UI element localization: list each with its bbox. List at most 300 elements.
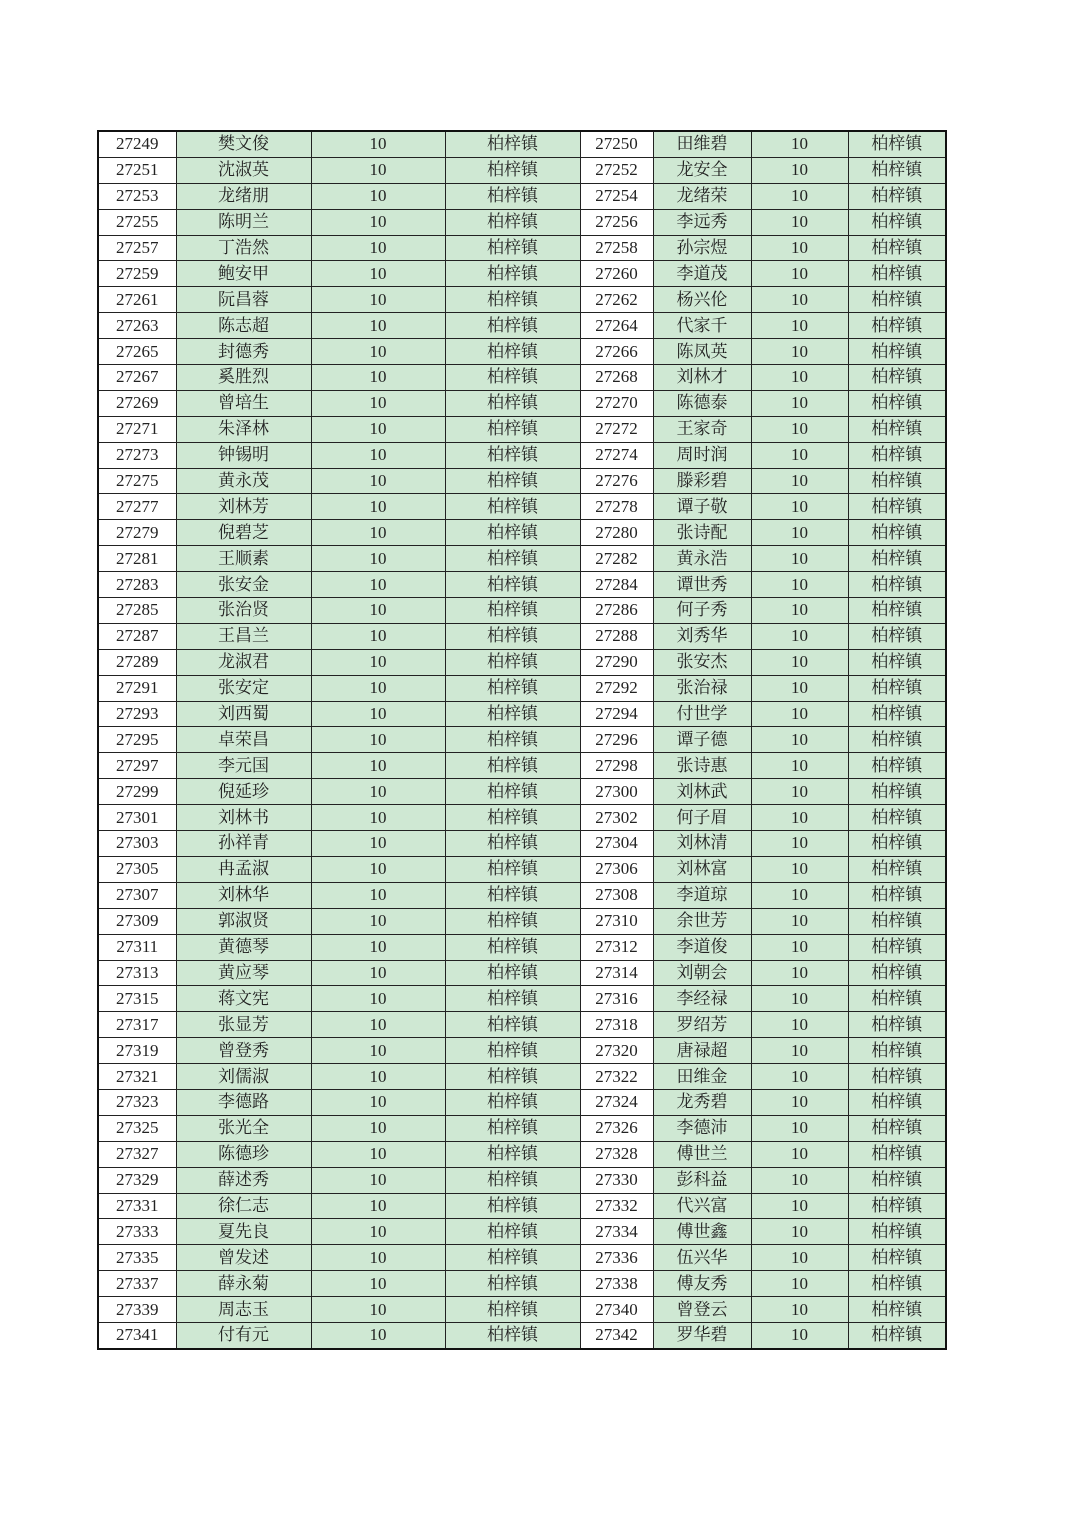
town-cell: 柏梓镇 — [445, 1064, 580, 1090]
name-cell: 曾登云 — [653, 1297, 751, 1323]
table-row — [98, 1297, 946, 1323]
id-cell: 27304 — [580, 831, 653, 857]
town-cell: 柏梓镇 — [445, 934, 580, 960]
name-cell: 阮昌蓉 — [176, 287, 311, 313]
id-cell: 27322 — [580, 1064, 653, 1090]
id-cell: 27284 — [580, 572, 653, 598]
amount-cell: 10 — [751, 365, 848, 391]
amount-cell: 10 — [311, 623, 445, 649]
amount-cell: 10 — [311, 753, 445, 779]
amount-cell: 10 — [751, 442, 848, 468]
town-cell: 柏梓镇 — [848, 416, 946, 442]
id-cell: 27273 — [98, 442, 176, 468]
name-cell: 张显芳 — [176, 1012, 311, 1038]
id-cell: 27340 — [580, 1297, 653, 1323]
id-cell: 27281 — [98, 546, 176, 572]
town-cell: 柏梓镇 — [848, 1141, 946, 1167]
name-cell: 滕彩碧 — [653, 468, 751, 494]
id-cell: 27291 — [98, 675, 176, 701]
name-cell: 杨兴伦 — [653, 287, 751, 313]
name-cell: 刘西蜀 — [176, 701, 311, 727]
town-cell: 柏梓镇 — [848, 1193, 946, 1219]
town-cell: 柏梓镇 — [848, 675, 946, 701]
table-body — [98, 131, 946, 1349]
town-cell: 柏梓镇 — [445, 131, 580, 157]
town-cell: 柏梓镇 — [445, 908, 580, 934]
town-cell: 柏梓镇 — [445, 1038, 580, 1064]
amount-cell: 10 — [751, 1245, 848, 1271]
town-cell: 柏梓镇 — [848, 235, 946, 261]
amount-cell: 10 — [311, 1115, 445, 1141]
amount-cell: 10 — [311, 1038, 445, 1064]
name-cell: 周时润 — [653, 442, 751, 468]
id-cell: 27275 — [98, 468, 176, 494]
id-cell: 27302 — [580, 805, 653, 831]
town-cell: 柏梓镇 — [848, 468, 946, 494]
name-cell: 沈淑英 — [176, 157, 311, 183]
id-cell: 27282 — [580, 546, 653, 572]
amount-cell: 10 — [311, 313, 445, 339]
table-row — [98, 779, 946, 805]
town-cell: 柏梓镇 — [848, 649, 946, 675]
town-cell: 柏梓镇 — [848, 882, 946, 908]
town-cell: 柏梓镇 — [445, 1322, 580, 1348]
name-cell: 龙绪朋 — [176, 183, 311, 209]
table-row — [98, 287, 946, 313]
name-cell: 陈志超 — [176, 313, 311, 339]
table-row — [98, 546, 946, 572]
id-cell: 27263 — [98, 313, 176, 339]
table-row — [98, 1219, 946, 1245]
amount-cell: 10 — [311, 520, 445, 546]
amount-cell: 10 — [751, 546, 848, 572]
amount-cell: 10 — [751, 701, 848, 727]
town-cell: 柏梓镇 — [848, 727, 946, 753]
town-cell: 柏梓镇 — [445, 805, 580, 831]
id-cell: 27318 — [580, 1012, 653, 1038]
table-row — [98, 494, 946, 520]
id-cell: 27283 — [98, 572, 176, 598]
table-row — [98, 727, 946, 753]
name-cell: 伍兴华 — [653, 1245, 751, 1271]
town-cell: 柏梓镇 — [445, 313, 580, 339]
id-cell: 27280 — [580, 520, 653, 546]
id-cell: 27316 — [580, 986, 653, 1012]
amount-cell: 10 — [751, 753, 848, 779]
name-cell: 傅世兰 — [653, 1141, 751, 1167]
amount-cell: 10 — [311, 287, 445, 313]
name-cell: 徐仁志 — [176, 1193, 311, 1219]
town-cell: 柏梓镇 — [445, 675, 580, 701]
amount-cell: 10 — [311, 1193, 445, 1219]
amount-cell: 10 — [751, 727, 848, 753]
id-cell: 27335 — [98, 1245, 176, 1271]
amount-cell: 10 — [751, 1322, 848, 1348]
amount-cell: 10 — [751, 416, 848, 442]
id-cell: 27276 — [580, 468, 653, 494]
name-cell: 刘林芳 — [176, 494, 311, 520]
amount-cell: 10 — [311, 908, 445, 934]
table-row — [98, 753, 946, 779]
table-row — [98, 1141, 946, 1167]
amount-cell: 10 — [751, 831, 848, 857]
town-cell: 柏梓镇 — [445, 209, 580, 235]
name-cell: 周志玉 — [176, 1297, 311, 1323]
table-row — [98, 313, 946, 339]
name-cell: 李远秀 — [653, 209, 751, 235]
id-cell: 27251 — [98, 157, 176, 183]
town-cell: 柏梓镇 — [445, 1167, 580, 1193]
table-row — [98, 339, 946, 365]
town-cell: 柏梓镇 — [445, 157, 580, 183]
amount-cell: 10 — [751, 520, 848, 546]
town-cell: 柏梓镇 — [445, 572, 580, 598]
amount-cell: 10 — [311, 1141, 445, 1167]
amount-cell: 10 — [311, 546, 445, 572]
id-cell: 27320 — [580, 1038, 653, 1064]
id-cell: 27307 — [98, 882, 176, 908]
id-cell: 27297 — [98, 753, 176, 779]
name-cell: 刘林武 — [653, 779, 751, 805]
id-cell: 27324 — [580, 1089, 653, 1115]
id-cell: 27265 — [98, 339, 176, 365]
town-cell: 柏梓镇 — [848, 908, 946, 934]
id-cell: 27255 — [98, 209, 176, 235]
town-cell: 柏梓镇 — [848, 1297, 946, 1323]
id-cell: 27249 — [98, 131, 176, 157]
amount-cell: 10 — [751, 1297, 848, 1323]
amount-cell: 10 — [311, 390, 445, 416]
name-cell: 张安定 — [176, 675, 311, 701]
amount-cell: 10 — [751, 1089, 848, 1115]
town-cell: 柏梓镇 — [445, 960, 580, 986]
name-cell: 奚胜烈 — [176, 365, 311, 391]
amount-cell: 10 — [751, 986, 848, 1012]
id-cell: 27288 — [580, 623, 653, 649]
name-cell: 刘秀华 — [653, 623, 751, 649]
id-cell: 27305 — [98, 856, 176, 882]
town-cell: 柏梓镇 — [848, 520, 946, 546]
amount-cell: 10 — [311, 805, 445, 831]
amount-cell: 10 — [751, 131, 848, 157]
amount-cell: 10 — [311, 209, 445, 235]
town-cell: 柏梓镇 — [848, 1322, 946, 1348]
name-cell: 薛永菊 — [176, 1271, 311, 1297]
name-cell: 傅世鑫 — [653, 1219, 751, 1245]
id-cell: 27266 — [580, 339, 653, 365]
town-cell: 柏梓镇 — [848, 339, 946, 365]
town-cell: 柏梓镇 — [848, 131, 946, 157]
id-cell: 27333 — [98, 1219, 176, 1245]
amount-cell: 10 — [311, 831, 445, 857]
id-cell: 27326 — [580, 1115, 653, 1141]
name-cell: 倪延珍 — [176, 779, 311, 805]
name-cell: 代兴富 — [653, 1193, 751, 1219]
amount-cell: 10 — [751, 209, 848, 235]
id-cell: 27339 — [98, 1297, 176, 1323]
name-cell: 代家千 — [653, 313, 751, 339]
id-cell: 27268 — [580, 365, 653, 391]
table-row — [98, 183, 946, 209]
id-cell: 27285 — [98, 598, 176, 624]
id-cell: 27300 — [580, 779, 653, 805]
town-cell: 柏梓镇 — [848, 261, 946, 287]
name-cell: 刘林书 — [176, 805, 311, 831]
id-cell: 27250 — [580, 131, 653, 157]
town-cell: 柏梓镇 — [848, 313, 946, 339]
amount-cell: 10 — [311, 494, 445, 520]
id-cell: 27292 — [580, 675, 653, 701]
name-cell: 付有元 — [176, 1322, 311, 1348]
table-row — [98, 261, 946, 287]
name-cell: 黄永茂 — [176, 468, 311, 494]
amount-cell: 10 — [311, 1297, 445, 1323]
id-cell: 27327 — [98, 1141, 176, 1167]
town-cell: 柏梓镇 — [848, 1089, 946, 1115]
town-cell: 柏梓镇 — [848, 960, 946, 986]
table-row — [98, 209, 946, 235]
amount-cell: 10 — [311, 856, 445, 882]
amount-cell: 10 — [751, 856, 848, 882]
amount-cell: 10 — [311, 1271, 445, 1297]
name-cell: 李经禄 — [653, 986, 751, 1012]
id-cell: 27267 — [98, 365, 176, 391]
amount-cell: 10 — [751, 157, 848, 183]
town-cell: 柏梓镇 — [445, 1245, 580, 1271]
town-cell: 柏梓镇 — [848, 779, 946, 805]
amount-cell: 10 — [751, 572, 848, 598]
amount-cell: 10 — [751, 390, 848, 416]
id-cell: 27258 — [580, 235, 653, 261]
name-cell: 张治禄 — [653, 675, 751, 701]
town-cell: 柏梓镇 — [848, 494, 946, 520]
name-cell: 王家奇 — [653, 416, 751, 442]
table-row — [98, 520, 946, 546]
town-cell: 柏梓镇 — [848, 546, 946, 572]
town-cell: 柏梓镇 — [445, 623, 580, 649]
amount-cell: 10 — [751, 339, 848, 365]
name-cell: 张安金 — [176, 572, 311, 598]
name-cell: 刘林才 — [653, 365, 751, 391]
amount-cell: 10 — [311, 779, 445, 805]
id-cell: 27272 — [580, 416, 653, 442]
table-row — [98, 1322, 946, 1348]
town-cell: 柏梓镇 — [848, 183, 946, 209]
name-cell: 龙绪荣 — [653, 183, 751, 209]
name-cell: 郭淑贤 — [176, 908, 311, 934]
table-row — [98, 675, 946, 701]
table-row — [98, 649, 946, 675]
town-cell: 柏梓镇 — [848, 986, 946, 1012]
id-cell: 27329 — [98, 1167, 176, 1193]
town-cell: 柏梓镇 — [445, 183, 580, 209]
name-cell: 陈明兰 — [176, 209, 311, 235]
town-cell: 柏梓镇 — [445, 390, 580, 416]
name-cell: 罗华碧 — [653, 1322, 751, 1348]
name-cell: 刘林富 — [653, 856, 751, 882]
table-row — [98, 442, 946, 468]
town-cell: 柏梓镇 — [445, 235, 580, 261]
amount-cell: 10 — [311, 468, 445, 494]
id-cell: 27299 — [98, 779, 176, 805]
name-cell: 张安杰 — [653, 649, 751, 675]
amount-cell: 10 — [751, 882, 848, 908]
id-cell: 27269 — [98, 390, 176, 416]
name-cell: 谭子德 — [653, 727, 751, 753]
town-cell: 柏梓镇 — [848, 1271, 946, 1297]
table-row — [98, 157, 946, 183]
town-cell: 柏梓镇 — [848, 1115, 946, 1141]
amount-cell: 10 — [751, 1193, 848, 1219]
amount-cell: 10 — [751, 313, 848, 339]
id-cell: 27256 — [580, 209, 653, 235]
town-cell: 柏梓镇 — [445, 598, 580, 624]
name-cell: 李德路 — [176, 1089, 311, 1115]
name-cell: 龙秀碧 — [653, 1089, 751, 1115]
name-cell: 刘朝会 — [653, 960, 751, 986]
town-cell: 柏梓镇 — [848, 1219, 946, 1245]
town-cell: 柏梓镇 — [848, 598, 946, 624]
town-cell: 柏梓镇 — [445, 287, 580, 313]
id-cell: 27317 — [98, 1012, 176, 1038]
amount-cell: 10 — [311, 934, 445, 960]
amount-cell: 10 — [311, 339, 445, 365]
town-cell: 柏梓镇 — [445, 546, 580, 572]
name-cell: 孙宗煜 — [653, 235, 751, 261]
town-cell: 柏梓镇 — [445, 753, 580, 779]
table-row — [98, 1115, 946, 1141]
town-cell: 柏梓镇 — [848, 1245, 946, 1271]
id-cell: 27290 — [580, 649, 653, 675]
amount-cell: 10 — [751, 1064, 848, 1090]
table-row — [98, 365, 946, 391]
amount-cell: 10 — [751, 934, 848, 960]
name-cell: 陈凤英 — [653, 339, 751, 365]
name-cell: 曾发述 — [176, 1245, 311, 1271]
name-cell: 鲍安甲 — [176, 261, 311, 287]
town-cell: 柏梓镇 — [445, 831, 580, 857]
id-cell: 27313 — [98, 960, 176, 986]
name-cell: 孙祥青 — [176, 831, 311, 857]
table-row — [98, 1012, 946, 1038]
amount-cell: 10 — [751, 1271, 848, 1297]
table-row — [98, 1167, 946, 1193]
amount-cell: 10 — [311, 572, 445, 598]
amount-cell: 10 — [311, 1089, 445, 1115]
name-cell: 陈德泰 — [653, 390, 751, 416]
id-cell: 27274 — [580, 442, 653, 468]
table-row — [98, 882, 946, 908]
name-cell: 李道茂 — [653, 261, 751, 287]
id-cell: 27328 — [580, 1141, 653, 1167]
name-cell: 朱泽林 — [176, 416, 311, 442]
name-cell: 冉孟淑 — [176, 856, 311, 882]
amount-cell: 10 — [311, 1012, 445, 1038]
town-cell: 柏梓镇 — [445, 727, 580, 753]
town-cell: 柏梓镇 — [445, 856, 580, 882]
amount-cell: 10 — [751, 805, 848, 831]
name-cell: 薛述秀 — [176, 1167, 311, 1193]
town-cell: 柏梓镇 — [445, 1115, 580, 1141]
name-cell: 黄应琴 — [176, 960, 311, 986]
town-cell: 柏梓镇 — [848, 287, 946, 313]
town-cell: 柏梓镇 — [445, 261, 580, 287]
name-cell: 卓荣昌 — [176, 727, 311, 753]
table-row — [98, 468, 946, 494]
name-cell: 王昌兰 — [176, 623, 311, 649]
id-cell: 27332 — [580, 1193, 653, 1219]
amount-cell: 10 — [751, 908, 848, 934]
name-cell: 谭子敬 — [653, 494, 751, 520]
town-cell: 柏梓镇 — [848, 623, 946, 649]
amount-cell: 10 — [751, 1141, 848, 1167]
name-cell: 黄德琴 — [176, 934, 311, 960]
town-cell: 柏梓镇 — [848, 805, 946, 831]
amount-cell: 10 — [311, 442, 445, 468]
town-cell: 柏梓镇 — [445, 1271, 580, 1297]
name-cell: 曾登秀 — [176, 1038, 311, 1064]
id-cell: 27314 — [580, 960, 653, 986]
name-cell: 傅友秀 — [653, 1271, 751, 1297]
name-cell: 李道琼 — [653, 882, 751, 908]
name-cell: 龙安全 — [653, 157, 751, 183]
id-cell: 27336 — [580, 1245, 653, 1271]
name-cell: 龙淑君 — [176, 649, 311, 675]
id-cell: 27330 — [580, 1167, 653, 1193]
name-cell: 倪碧芝 — [176, 520, 311, 546]
amount-cell: 10 — [311, 960, 445, 986]
name-cell: 张治贤 — [176, 598, 311, 624]
id-cell: 27337 — [98, 1271, 176, 1297]
name-cell: 王顺素 — [176, 546, 311, 572]
id-cell: 27331 — [98, 1193, 176, 1219]
amount-cell: 10 — [311, 365, 445, 391]
amount-cell: 10 — [751, 287, 848, 313]
name-cell: 丁浩然 — [176, 235, 311, 261]
town-cell: 柏梓镇 — [445, 1012, 580, 1038]
name-cell: 李元国 — [176, 753, 311, 779]
amount-cell: 10 — [311, 882, 445, 908]
table-row — [98, 831, 946, 857]
table-row — [98, 701, 946, 727]
name-cell: 唐禄超 — [653, 1038, 751, 1064]
amount-cell: 10 — [311, 1322, 445, 1348]
town-cell: 柏梓镇 — [848, 390, 946, 416]
table-row — [98, 598, 946, 624]
name-cell: 李德沛 — [653, 1115, 751, 1141]
id-cell: 27306 — [580, 856, 653, 882]
id-cell: 27277 — [98, 494, 176, 520]
table-row — [98, 572, 946, 598]
amount-cell: 10 — [311, 986, 445, 1012]
id-cell: 27298 — [580, 753, 653, 779]
id-cell: 27311 — [98, 934, 176, 960]
town-cell: 柏梓镇 — [848, 442, 946, 468]
town-cell: 柏梓镇 — [848, 753, 946, 779]
town-cell: 柏梓镇 — [848, 934, 946, 960]
table-row — [98, 1193, 946, 1219]
town-cell: 柏梓镇 — [445, 365, 580, 391]
id-cell: 27301 — [98, 805, 176, 831]
table-row — [98, 805, 946, 831]
name-cell: 彭科益 — [653, 1167, 751, 1193]
id-cell: 27321 — [98, 1064, 176, 1090]
id-cell: 27278 — [580, 494, 653, 520]
id-cell: 27312 — [580, 934, 653, 960]
town-cell: 柏梓镇 — [848, 1038, 946, 1064]
town-cell: 柏梓镇 — [445, 1219, 580, 1245]
town-cell: 柏梓镇 — [445, 1297, 580, 1323]
